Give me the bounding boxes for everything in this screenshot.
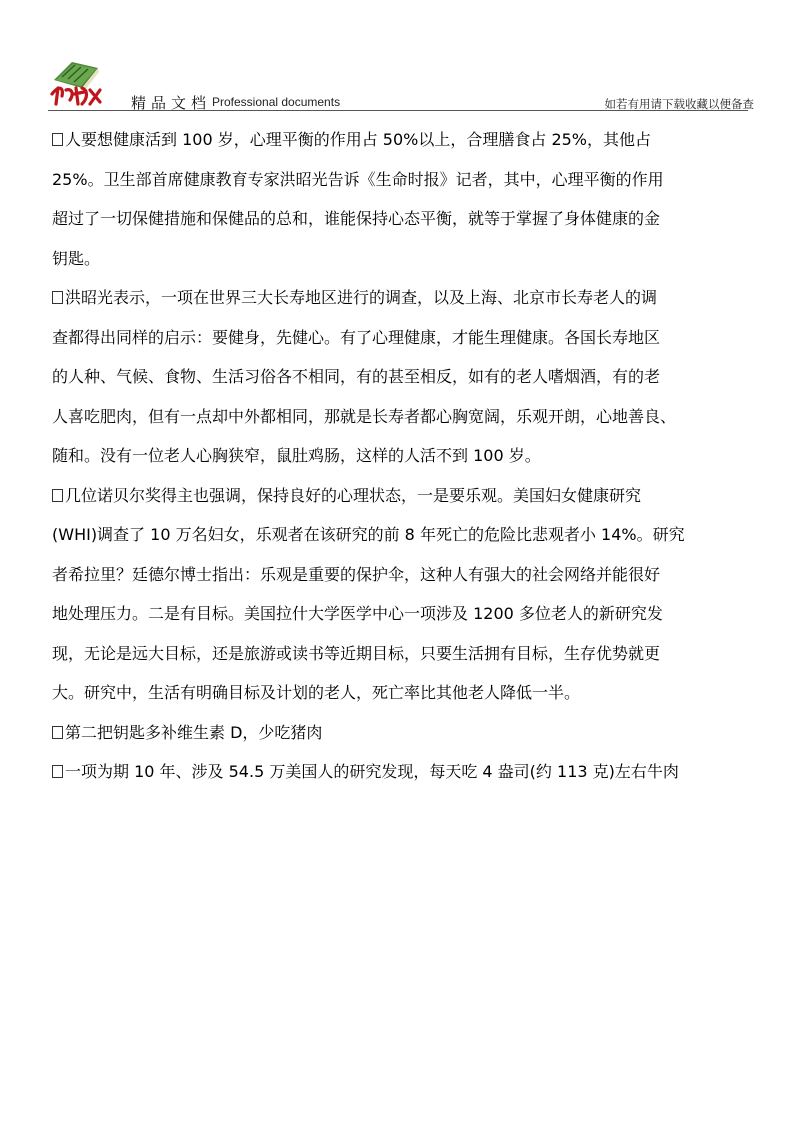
body-line (52, 318, 772, 358)
body-line (52, 594, 772, 634)
paragraph-marker-icon (52, 489, 63, 502)
body-line-text: 查都得出同样的启示：要健身，先健心。有了心理健康，才能生理健康。各国长寿地区 (52, 327, 661, 347)
body-line (52, 357, 772, 397)
header-subtitle: Professional documents (212, 95, 341, 109)
body-line (52, 278, 772, 318)
page-header (0, 0, 794, 112)
body-line (52, 476, 772, 516)
body-line (52, 515, 772, 555)
body-line (52, 120, 772, 160)
body-line-text: 钥匙。 (52, 248, 101, 268)
body-line-text: 超过了一切保健措施和保健品的总和，谁能保持心态平衡，就等于掌握了身体健康的金 (52, 209, 661, 228)
body-line (52, 634, 772, 674)
body-line (52, 752, 772, 792)
body-line-text: 洪昭光表示，一项在世界三大长寿地区进行的调查，以及上海、北京市长寿老人的调 (65, 288, 658, 307)
paragraph-marker-icon (52, 765, 63, 778)
book-logo-icon (48, 50, 104, 106)
header-rule (48, 110, 748, 111)
header-right-note: 如若有用请下载收藏以便备查 (604, 97, 754, 111)
body-line-text: (WHI)调查了 10 万名妇女，乐观者在该研究的前 8 年死亡的危险比悲观者小 14%。研究 (52, 525, 685, 544)
body-line (52, 199, 772, 239)
body-line-text: 地处理压力。二是有目标。美国拉什大学医学中心一项涉及 1200 多位老人的新研究发 (52, 604, 663, 623)
body-line (52, 397, 772, 437)
body-line-text: 大。研究中，生活有明确目标及计划的老人，死亡率比其他老人降低一半。 (52, 683, 581, 702)
body-line-text: 人喜吃肥肉，但有一点却中外都相同，那就是长寿者都心胸宽阔，乐观开朗，心地善良、 (52, 406, 677, 426)
document-body (52, 120, 772, 792)
body-line-text: 现，无论是远大目标，还是旅游或读书等近期目标，只要生活拥有目标，生存优势就更 (52, 643, 661, 663)
body-line-text: 人要想健康活到 100 岁，心理平衡的作用占 50%以上，合理膳食占 25%，其他占 (65, 130, 652, 149)
body-line (52, 239, 772, 279)
body-line-text: 几位诺贝尔奖得主也强调，保持良好的心理状态，一是要乐观。美国妇女健康研究 (65, 485, 642, 505)
body-line (52, 555, 772, 595)
body-line-text: 25%。卫生部首席健康教育专家洪昭光告诉《生命时报》记者，其中，心理平衡的作用 (52, 169, 664, 189)
paragraph-marker-icon (52, 726, 63, 739)
body-line (52, 713, 772, 753)
paragraph-marker-icon (52, 133, 63, 146)
body-line-text: 一项为期 10 年、涉及 54.5 万美国人的研究发现，每天吃 4 盎司(约 113 克)左右牛肉 (65, 762, 679, 781)
body-line-text: 第二把钥匙多补维生素 D，少吃猪肉 (65, 722, 323, 742)
body-line-text: 的人种、气候、食物、生活习俗各不相同，有的甚至相反，如有的老人嗜烟酒，有的老 (52, 367, 661, 386)
header-title: 精品文档 (131, 94, 212, 112)
body-line (52, 436, 772, 476)
body-line-text: 者希拉里？廷德尔博士指出：乐观是重要的保护伞，这种人有强大的社会网络并能很好 (52, 564, 661, 584)
paragraph-marker-icon (52, 291, 63, 304)
body-line (52, 673, 772, 713)
body-line-text: 随和。没有一位老人心胸狭窄，鼠肚鸡肠，这样的人活不到 100 岁。 (52, 446, 541, 465)
body-line (52, 160, 772, 200)
